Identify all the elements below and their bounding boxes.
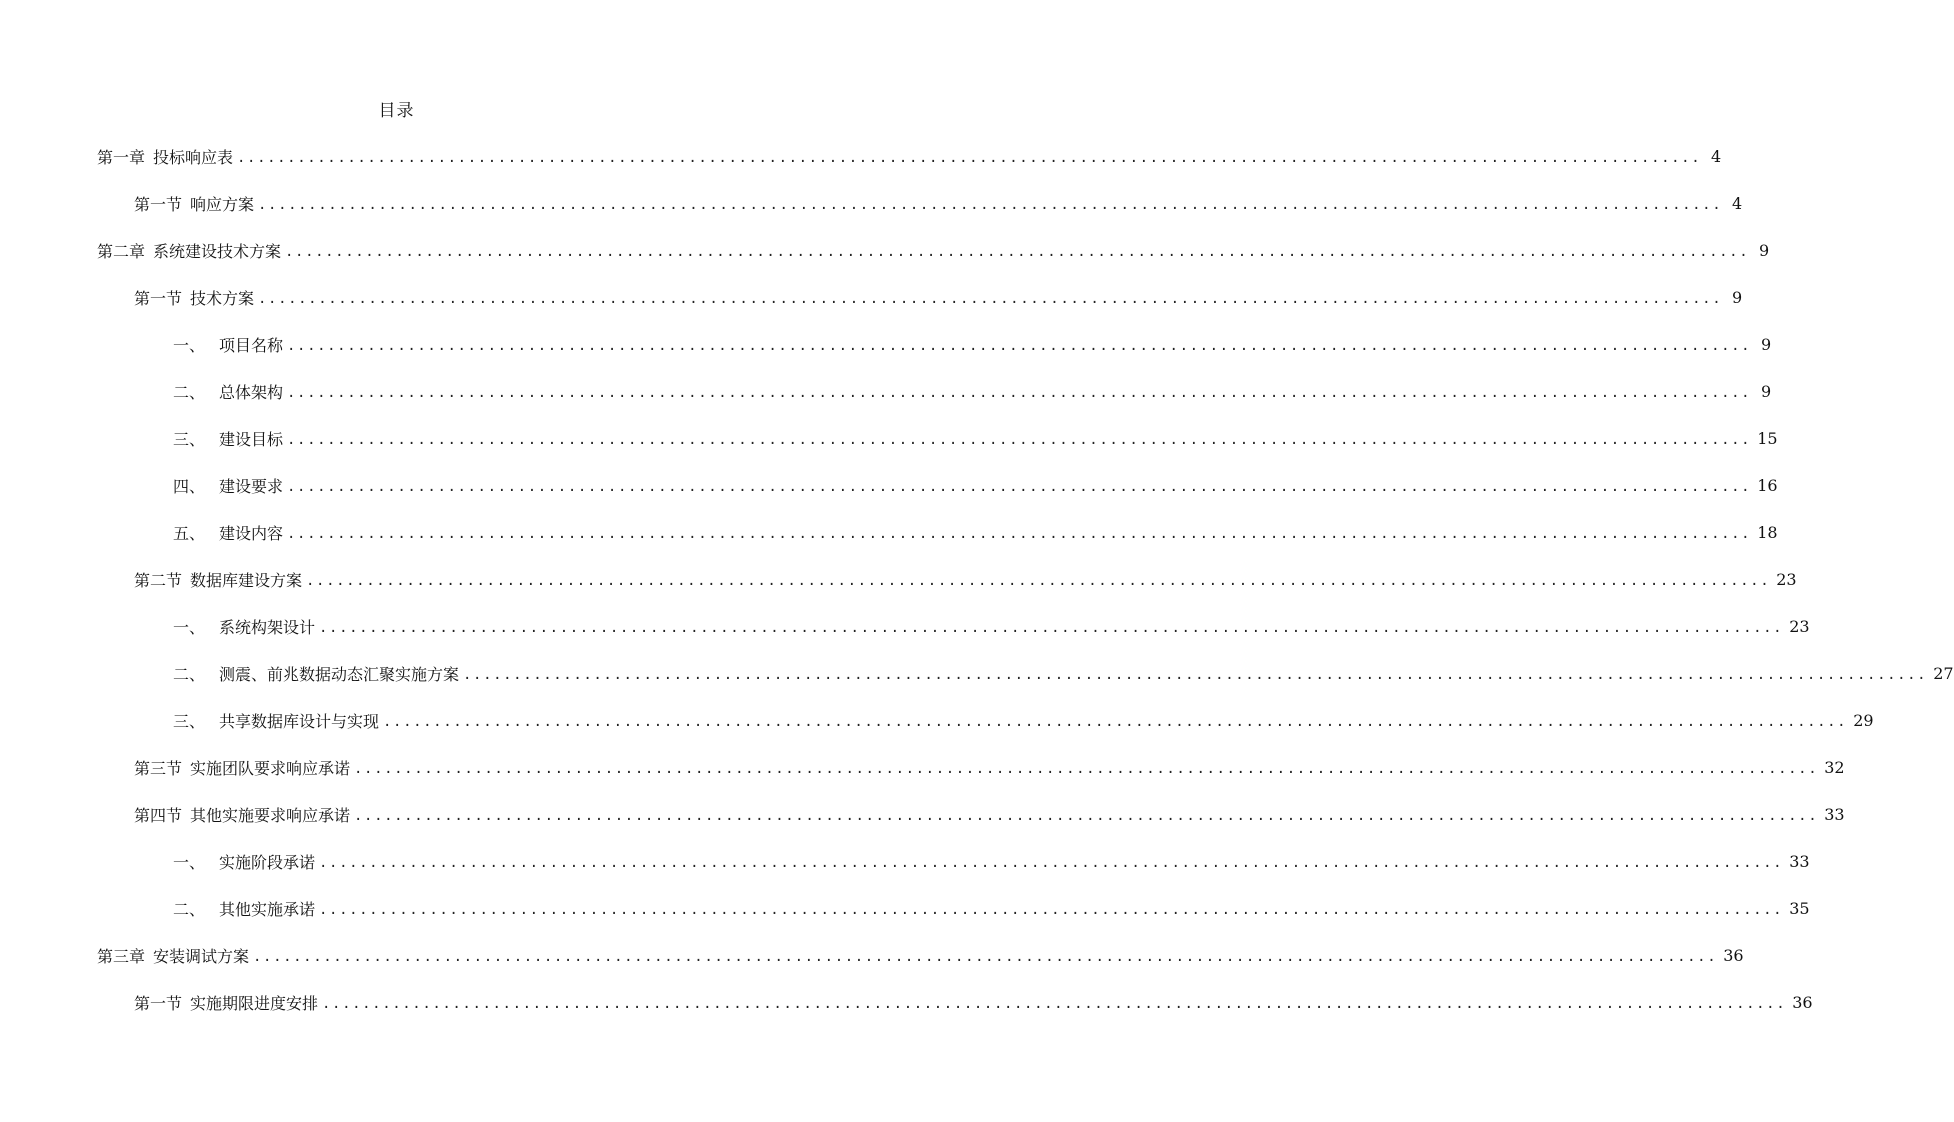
toc-leader-dots: ..................................................................................................................................................	[463, 667, 1928, 683]
toc-leader-dots: ..................................................................................................................................................	[237, 150, 1702, 166]
toc-leader-dots: ..................................................................................................................................................	[258, 197, 1723, 213]
toc-leader-dots: ..................................................................................................................................................	[285, 244, 1750, 260]
toc-entry-number: 第二节	[134, 570, 183, 590]
toc-entry-page: 9	[1732, 287, 1743, 307]
toc-entry-page: 9	[1759, 240, 1770, 260]
toc-entry-title: 建设要求	[219, 476, 284, 496]
toc-entry[interactable]	[173, 704, 1874, 736]
toc-entry-page: 23	[1776, 569, 1797, 589]
toc-entry-number: 一、	[173, 617, 206, 637]
toc-entry-number: 二、	[173, 899, 206, 919]
toc-entry-title: 技术方案	[190, 288, 255, 308]
toc-entry-number: 四、	[173, 476, 206, 496]
toc-entry[interactable]	[173, 375, 1772, 407]
toc-entry-number: 第三节	[134, 758, 183, 778]
toc-entry-title: 总体架构	[219, 382, 284, 402]
toc-entry[interactable]	[134, 187, 1743, 219]
toc-entry-number: 第一节	[134, 288, 183, 308]
toc-entry-number: 第一节	[134, 993, 183, 1013]
toc-entry[interactable]	[173, 328, 1772, 360]
toc-entry-title: 数据库建设方案	[190, 570, 303, 590]
toc-entry-number: 第三章	[97, 946, 146, 966]
toc-entry-number: 三、	[173, 429, 206, 449]
toc-entry[interactable]	[173, 422, 1778, 454]
toc-entry-title: 响应方案	[190, 194, 255, 214]
toc-entry-number: 一、	[173, 335, 206, 355]
toc-entry-number: 第一节	[134, 194, 183, 214]
toc-entry-page: 4	[1732, 193, 1743, 213]
toc-entry-number: 第二章	[97, 241, 146, 261]
toc-entry[interactable]	[97, 234, 1770, 266]
toc-entry-page: 33	[1789, 851, 1810, 871]
toc-leader-dots: ..................................................................................................................................................	[287, 526, 1752, 542]
toc-entry-page: 15	[1757, 428, 1778, 448]
toc-entry-title: 实施团队要求响应承诺	[190, 758, 351, 778]
toc-entry-page: 36	[1723, 945, 1744, 965]
toc-entry-page: 35	[1789, 898, 1810, 918]
toc-entry-title: 实施阶段承诺	[219, 852, 316, 872]
toc-entry-title: 其他实施承诺	[219, 899, 316, 919]
toc-leader-dots: ..................................................................................................................................................	[322, 996, 1787, 1012]
toc-entry-page: 9	[1761, 381, 1772, 401]
toc-entry-page: 4	[1711, 146, 1722, 166]
toc-entry[interactable]	[173, 610, 1810, 642]
toc-entry-title: 安装调试方案	[153, 946, 250, 966]
toc-entry-page: 36	[1792, 992, 1813, 1012]
toc-entry[interactable]	[173, 657, 1954, 689]
toc-entry-number: 二、	[173, 382, 206, 402]
toc-entry[interactable]	[173, 469, 1778, 501]
toc-entry-page: 16	[1757, 475, 1778, 495]
toc-entry-title: 系统构架设计	[219, 617, 316, 637]
toc-entry-number: 第一章	[97, 147, 146, 167]
toc-entry-page: 33	[1824, 804, 1845, 824]
toc-entry[interactable]	[134, 751, 1845, 783]
toc-entry-page: 29	[1853, 710, 1874, 730]
toc-leader-dots: ..................................................................................................................................................	[383, 714, 1848, 730]
toc-entry-number: 一、	[173, 852, 206, 872]
toc-leader-dots: ..................................................................................................................................................	[287, 338, 1752, 354]
toc-entry[interactable]	[134, 563, 1797, 595]
toc-title: 目录	[378, 101, 415, 121]
toc-leader-dots: ..................................................................................................................................................	[253, 949, 1718, 965]
toc-entry-title: 测震、前兆数据动态汇聚实施方案	[219, 664, 460, 684]
toc-entry[interactable]	[134, 281, 1743, 313]
toc-leader-dots: ..................................................................................................................................................	[354, 761, 1819, 777]
toc-entry-title: 实施期限进度安排	[190, 993, 319, 1013]
toc-entry-title: 项目名称	[219, 335, 284, 355]
toc-entry-title: 系统建设技术方案	[153, 241, 282, 261]
toc-entry-number: 第四节	[134, 805, 183, 825]
toc-leader-dots: ..................................................................................................................................................	[354, 808, 1819, 824]
toc-entry[interactable]	[97, 140, 1722, 172]
toc-leader-dots: ..................................................................................................................................................	[306, 573, 1771, 589]
toc-entry-title: 建设内容	[219, 523, 284, 543]
toc-entry-title: 共享数据库设计与实现	[219, 711, 380, 731]
toc-leader-dots: ..................................................................................................................................................	[319, 902, 1784, 918]
toc-entry-page: 9	[1761, 334, 1772, 354]
toc-leader-dots: ..................................................................................................................................................	[319, 620, 1784, 636]
toc-entry[interactable]	[134, 986, 1813, 1018]
toc-entry-title: 建设目标	[219, 429, 284, 449]
toc-leader-dots: ..................................................................................................................................................	[287, 432, 1752, 448]
toc-entry-page: 23	[1789, 616, 1810, 636]
toc-leader-dots: ..................................................................................................................................................	[258, 291, 1723, 307]
toc-leader-dots: ..................................................................................................................................................	[287, 385, 1752, 401]
toc-entry-title: 其他实施要求响应承诺	[190, 805, 351, 825]
toc-leader-dots: ..................................................................................................................................................	[319, 855, 1784, 871]
toc-entry[interactable]	[97, 939, 1744, 971]
toc-entry-number: 二、	[173, 664, 206, 684]
toc-entry-page: 32	[1824, 757, 1845, 777]
toc-entry-page: 27	[1933, 663, 1954, 683]
toc-entry[interactable]	[173, 892, 1810, 924]
toc-leader-dots: ..................................................................................................................................................	[287, 479, 1752, 495]
toc-entry-page: 18	[1757, 522, 1778, 542]
toc-entry[interactable]	[173, 845, 1810, 877]
toc-entry[interactable]	[173, 516, 1778, 548]
toc-entry-title: 投标响应表	[153, 147, 234, 167]
toc-entry-number: 三、	[173, 711, 206, 731]
toc-entry[interactable]	[134, 798, 1845, 830]
toc-entry-number: 五、	[173, 523, 206, 543]
